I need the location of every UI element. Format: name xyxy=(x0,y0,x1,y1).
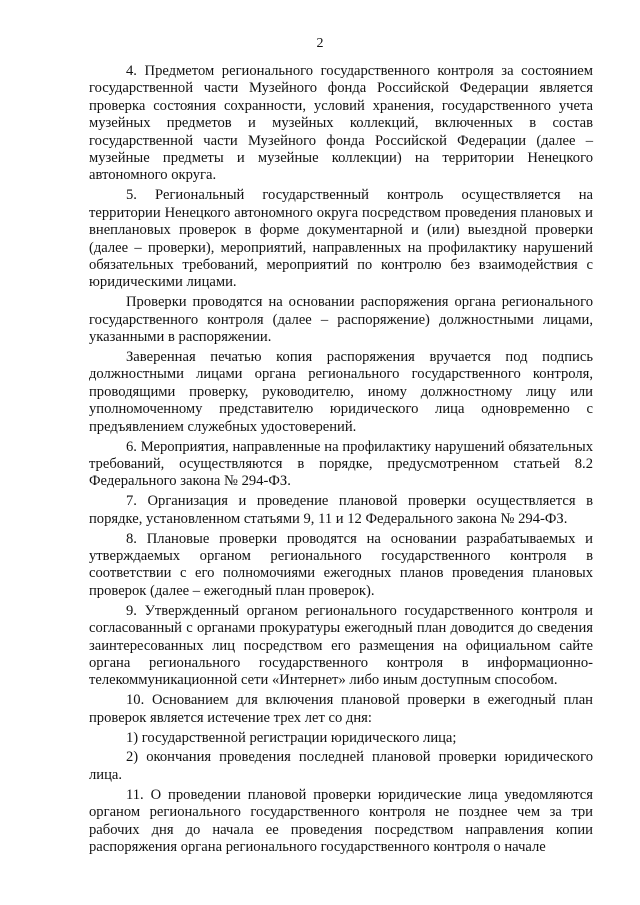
paragraph-order-copy: Заверенная печатью копия распоряжения вручается под подпись должностными лицами органа регионального государственного контроля, проводящими проверку, руководителю, иному должностному лицу или уполномоченному представителю юридического лица одновременно с предъявлением служебных удостоверений. xyxy=(89,349,593,435)
paragraph-item-10: 10. Основанием для включения плановой проверки в ежегодный план проверок является истечение трех лет со дня: xyxy=(89,692,593,726)
paragraph-item-7: 7. Организация и проведение плановой проверки осуществляется в порядке, установленном статьями 9, 11 и 12 Федерального закона № 294-ФЗ. xyxy=(89,493,593,527)
paragraph-item-6: 6. Мероприятия, направленные на профилактику нарушений обязательных требований, осуществляются в порядке, предусмотренном статьей 8.2 Федерального закона № 294-ФЗ. xyxy=(89,438,593,490)
paragraph-item-8: 8. Плановые проверки проводятся на основании разрабатываемых и утверждаемых органом регионального государственного контроля в соответствии с его полномочиями ежегодных планов проведения плановых проверок (далее – ежегодный план проверок). xyxy=(89,530,593,599)
paragraph-inspections-basis: Проверки проводятся на основании распоряжения органа регионального государственного контроля (далее – распоряжение) должностными лицами, указанными в распоряжении. xyxy=(89,294,593,346)
paragraph-item-9: 9. Утвержденный органом регионального государственного контроля и согласованный с органами прокуратуры ежегодный план доводится до сведения заинтересованных лиц посредством его размещения на официальном сайте органа регионального государственного контроля в информационно-телекоммуникационной сети «Интернет» либо иным доступным способом. xyxy=(89,602,593,689)
document-body xyxy=(89,63,593,856)
paragraph-item-10-sub-1: 1) государственной регистрации юридического лица; xyxy=(126,729,457,746)
paragraph-item-10-sub-2: 2) окончания проведения последней плановой проверки юридического лица. xyxy=(89,749,593,783)
paragraph-item-5: 5. Региональный государственный контроль осуществляется на территории Ненецкого автономного округа посредством проведения плановых и внеплановых проверок в форме документарной и (или) выездной проверки (далее – проверки), мероприятий, направленных на профилактику нарушений обязательных требований, мероприятий по контролю без взаимодействия с юридическими лицами. xyxy=(89,187,593,291)
page-number: 2 xyxy=(316,36,324,51)
paragraph-item-11: 11. О проведении плановой проверки юридические лица уведомляются органом регионального государственного контроля не позднее чем за три рабочих дня до начала ее проведения посредством направления копии распоряжения органа регионального государственного контроля о начале xyxy=(89,786,593,855)
paragraph-item-4: 4. Предметом регионального государственного контроля за состоянием государственной части Музейного фонда Российской Федерации является проверка состояния сохранности, условий хранения, государственного учета музейных предметов и музейных коллекций, включенных в состав государственной части Музейного фонда Российской Федерации (далее – музейные предметы и музейные коллекции) на территории Ненецкого автономного округа. xyxy=(89,63,593,184)
